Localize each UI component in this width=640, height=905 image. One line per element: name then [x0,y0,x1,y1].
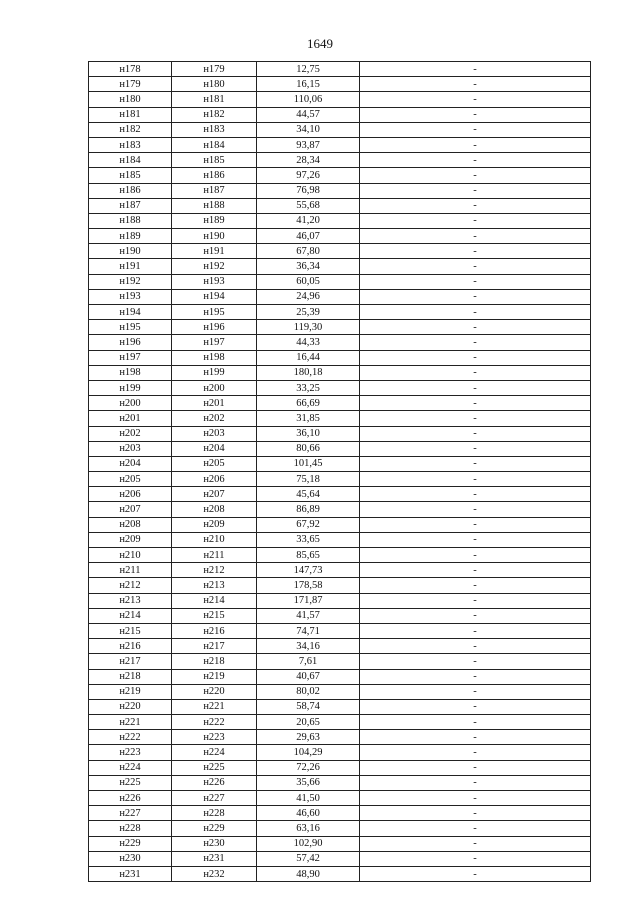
length-cell: 46,07 [257,229,360,244]
point-to-cell: н182 [172,107,257,122]
length-cell: 28,34 [257,153,360,168]
point-from-cell: н229 [89,836,172,851]
point-from-cell: н184 [89,153,172,168]
table-row [89,745,591,760]
point-to-cell: н224 [172,745,257,760]
table-row [89,775,591,790]
note-cell: - [360,92,591,107]
note-cell: - [360,153,591,168]
point-to-cell: н223 [172,730,257,745]
length-cell: 76,98 [257,183,360,198]
note-cell: - [360,244,591,259]
point-from-cell: н230 [89,851,172,866]
note-cell: - [360,62,591,77]
table-row [89,335,591,350]
note-cell: - [360,289,591,304]
point-from-cell: н218 [89,669,172,684]
point-from-cell: н195 [89,320,172,335]
point-from-cell: н228 [89,821,172,836]
length-cell: 35,66 [257,775,360,790]
point-to-cell: н183 [172,122,257,137]
note-cell: - [360,593,591,608]
table-row [89,153,591,168]
point-to-cell: н209 [172,517,257,532]
point-from-cell: н223 [89,745,172,760]
length-cell: 93,87 [257,137,360,152]
length-cell: 58,74 [257,699,360,714]
length-cell: 44,33 [257,335,360,350]
length-cell: 80,02 [257,684,360,699]
point-to-cell: н179 [172,62,257,77]
note-cell: - [360,107,591,122]
length-cell: 55,68 [257,198,360,213]
table-row [89,578,591,593]
table-row [89,654,591,669]
length-cell: 41,20 [257,213,360,228]
table-row [89,791,591,806]
point-from-cell: н206 [89,487,172,502]
note-cell: - [360,487,591,502]
point-to-cell: н214 [172,593,257,608]
point-from-cell: н209 [89,532,172,547]
note-cell: - [360,608,591,623]
note-cell: - [360,411,591,426]
note-cell: - [360,517,591,532]
point-from-cell: н200 [89,396,172,411]
length-cell: 119,30 [257,320,360,335]
point-from-cell: н211 [89,563,172,578]
table-row [89,730,591,745]
point-to-cell: н229 [172,821,257,836]
note-cell: - [360,669,591,684]
length-cell: 101,45 [257,456,360,471]
note-cell: - [360,456,591,471]
table-row [89,836,591,851]
table-row [89,411,591,426]
point-from-cell: н219 [89,684,172,699]
point-to-cell: н186 [172,168,257,183]
length-cell: 33,65 [257,532,360,547]
point-to-cell: н191 [172,244,257,259]
table-row [89,350,591,365]
note-cell: - [360,426,591,441]
table-row [89,137,591,152]
note-cell: - [360,168,591,183]
length-cell: 110,06 [257,92,360,107]
note-cell: - [360,548,591,563]
length-cell: 60,05 [257,274,360,289]
point-to-cell: н219 [172,669,257,684]
point-to-cell: н220 [172,684,257,699]
point-to-cell: н202 [172,411,257,426]
table-row [89,456,591,471]
table-row [89,532,591,547]
length-cell: 7,61 [257,654,360,669]
point-from-cell: н207 [89,502,172,517]
note-cell: - [360,305,591,320]
note-cell: - [360,350,591,365]
table-row [89,487,591,502]
length-cell: 48,90 [257,866,360,881]
length-cell: 12,75 [257,62,360,77]
note-cell: - [360,623,591,638]
table-row [89,77,591,92]
note-cell: - [360,229,591,244]
point-to-cell: н189 [172,213,257,228]
table-row [89,305,591,320]
table-row [89,198,591,213]
note-cell: - [360,259,591,274]
table-row [89,380,591,395]
note-cell: - [360,502,591,517]
note-cell: - [360,532,591,547]
length-cell: 66,69 [257,396,360,411]
note-cell: - [360,730,591,745]
table-row [89,639,591,654]
note-cell: - [360,274,591,289]
point-from-cell: н185 [89,168,172,183]
table-row [89,472,591,487]
table-body [89,62,591,882]
point-from-cell: н197 [89,350,172,365]
table-row [89,593,591,608]
point-to-cell: н227 [172,791,257,806]
table-row [89,274,591,289]
point-from-cell: н178 [89,62,172,77]
table-row [89,760,591,775]
length-cell: 36,10 [257,426,360,441]
point-from-cell: н191 [89,259,172,274]
length-cell: 31,85 [257,411,360,426]
length-cell: 63,16 [257,821,360,836]
length-cell: 20,65 [257,715,360,730]
point-from-cell: н213 [89,593,172,608]
boundary-table [88,61,591,882]
point-to-cell: н215 [172,608,257,623]
note-cell: - [360,715,591,730]
length-cell: 97,26 [257,168,360,183]
length-cell: 41,57 [257,608,360,623]
note-cell: - [360,578,591,593]
point-to-cell: н207 [172,487,257,502]
point-to-cell: н211 [172,548,257,563]
table-row [89,623,591,638]
table-row [89,168,591,183]
point-to-cell: н205 [172,456,257,471]
point-from-cell: н182 [89,122,172,137]
point-to-cell: н193 [172,274,257,289]
table-row [89,851,591,866]
table-row [89,806,591,821]
point-to-cell: н200 [172,380,257,395]
note-cell: - [360,851,591,866]
table-row [89,365,591,380]
point-to-cell: н217 [172,639,257,654]
table-row [89,699,591,714]
note-cell: - [360,684,591,699]
note-cell: - [360,775,591,790]
point-from-cell: н224 [89,760,172,775]
length-cell: 29,63 [257,730,360,745]
point-to-cell: н228 [172,806,257,821]
point-to-cell: н213 [172,578,257,593]
note-cell: - [360,791,591,806]
point-to-cell: н203 [172,426,257,441]
length-cell: 41,50 [257,791,360,806]
point-from-cell: н220 [89,699,172,714]
note-cell: - [360,77,591,92]
note-cell: - [360,122,591,137]
length-cell: 102,90 [257,836,360,851]
point-to-cell: н232 [172,866,257,881]
length-cell: 16,15 [257,77,360,92]
table-row [89,122,591,137]
table-row [89,229,591,244]
point-to-cell: н204 [172,441,257,456]
point-from-cell: н196 [89,335,172,350]
point-from-cell: н226 [89,791,172,806]
point-to-cell: н225 [172,760,257,775]
point-from-cell: н202 [89,426,172,441]
length-cell: 44,57 [257,107,360,122]
point-from-cell: н210 [89,548,172,563]
table-row [89,563,591,578]
point-to-cell: н216 [172,623,257,638]
point-from-cell: н227 [89,806,172,821]
point-from-cell: н215 [89,623,172,638]
table-row [89,669,591,684]
point-to-cell: н208 [172,502,257,517]
table-row [89,502,591,517]
point-from-cell: н212 [89,578,172,593]
table-row [89,608,591,623]
point-from-cell: н198 [89,365,172,380]
point-from-cell: н203 [89,441,172,456]
length-cell: 45,64 [257,487,360,502]
table-row [89,244,591,259]
point-to-cell: н188 [172,198,257,213]
point-from-cell: н189 [89,229,172,244]
table-row [89,396,591,411]
note-cell: - [360,335,591,350]
length-cell: 104,29 [257,745,360,760]
length-cell: 85,65 [257,548,360,563]
point-from-cell: н194 [89,305,172,320]
point-to-cell: н195 [172,305,257,320]
length-cell: 33,25 [257,380,360,395]
point-to-cell: н201 [172,396,257,411]
point-to-cell: н181 [172,92,257,107]
point-to-cell: н194 [172,289,257,304]
point-from-cell: н217 [89,654,172,669]
note-cell: - [360,654,591,669]
length-cell: 171,87 [257,593,360,608]
length-cell: 67,92 [257,517,360,532]
table-row [89,183,591,198]
point-to-cell: н190 [172,229,257,244]
length-cell: 72,26 [257,760,360,775]
table-row [89,213,591,228]
point-from-cell: н222 [89,730,172,745]
note-cell: - [360,320,591,335]
table-row [89,517,591,532]
point-from-cell: н205 [89,472,172,487]
length-cell: 147,73 [257,563,360,578]
point-from-cell: н204 [89,456,172,471]
point-from-cell: н225 [89,775,172,790]
point-from-cell: н199 [89,380,172,395]
note-cell: - [360,563,591,578]
table-row [89,320,591,335]
table-row [89,684,591,699]
length-cell: 36,34 [257,259,360,274]
length-cell: 74,71 [257,623,360,638]
note-cell: - [360,380,591,395]
table-row [89,866,591,881]
note-cell: - [360,866,591,881]
length-cell: 24,96 [257,289,360,304]
point-to-cell: н192 [172,259,257,274]
point-to-cell: н222 [172,715,257,730]
length-cell: 86,89 [257,502,360,517]
point-from-cell: н193 [89,289,172,304]
point-from-cell: н188 [89,213,172,228]
point-from-cell: н208 [89,517,172,532]
point-to-cell: н206 [172,472,257,487]
point-from-cell: н183 [89,137,172,152]
point-to-cell: н226 [172,775,257,790]
point-to-cell: н210 [172,532,257,547]
table-row [89,107,591,122]
length-cell: 16,44 [257,350,360,365]
point-to-cell: н198 [172,350,257,365]
length-cell: 34,16 [257,639,360,654]
point-from-cell: н231 [89,866,172,881]
point-from-cell: н180 [89,92,172,107]
table-row [89,441,591,456]
point-from-cell: н216 [89,639,172,654]
note-cell: - [360,806,591,821]
note-cell: - [360,365,591,380]
point-to-cell: н185 [172,153,257,168]
note-cell: - [360,836,591,851]
table-row [89,92,591,107]
note-cell: - [360,198,591,213]
point-to-cell: н218 [172,654,257,669]
point-to-cell: н212 [172,563,257,578]
page-number: 1649 [307,36,333,51]
length-cell: 57,42 [257,851,360,866]
point-from-cell: н192 [89,274,172,289]
length-cell: 67,80 [257,244,360,259]
table-row [89,715,591,730]
point-to-cell: н180 [172,77,257,92]
note-cell: - [360,699,591,714]
point-from-cell: н179 [89,77,172,92]
point-to-cell: н221 [172,699,257,714]
note-cell: - [360,213,591,228]
table-row [89,821,591,836]
point-from-cell: н181 [89,107,172,122]
point-from-cell: н221 [89,715,172,730]
note-cell: - [360,821,591,836]
note-cell: - [360,441,591,456]
note-cell: - [360,183,591,198]
point-from-cell: н214 [89,608,172,623]
note-cell: - [360,137,591,152]
point-to-cell: н230 [172,836,257,851]
note-cell: - [360,760,591,775]
point-to-cell: н196 [172,320,257,335]
length-cell: 80,66 [257,441,360,456]
point-to-cell: н231 [172,851,257,866]
note-cell: - [360,396,591,411]
length-cell: 46,60 [257,806,360,821]
note-cell: - [360,472,591,487]
table-row [89,548,591,563]
point-from-cell: н201 [89,411,172,426]
point-from-cell: н190 [89,244,172,259]
point-from-cell: н187 [89,198,172,213]
note-cell: - [360,639,591,654]
length-cell: 25,39 [257,305,360,320]
table-row [89,259,591,274]
length-cell: 40,67 [257,669,360,684]
length-cell: 75,18 [257,472,360,487]
length-cell: 180,18 [257,365,360,380]
table-row [89,426,591,441]
note-cell: - [360,745,591,760]
point-to-cell: н187 [172,183,257,198]
point-to-cell: н197 [172,335,257,350]
length-cell: 178,58 [257,578,360,593]
point-to-cell: н184 [172,137,257,152]
point-from-cell: н186 [89,183,172,198]
point-to-cell: н199 [172,365,257,380]
length-cell: 34,10 [257,122,360,137]
table-row [89,289,591,304]
table-row [89,62,591,77]
